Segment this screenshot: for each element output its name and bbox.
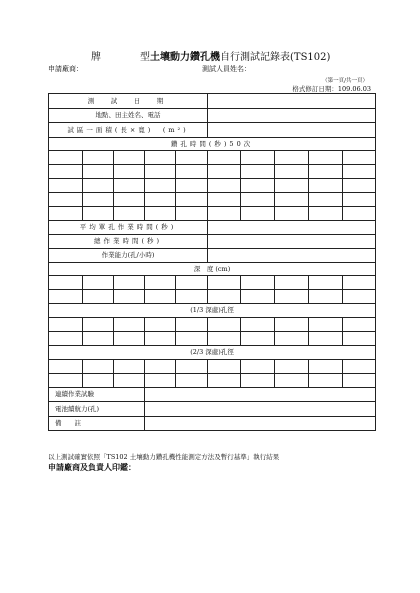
third-depth-row	[49, 318, 376, 332]
depth-row	[49, 290, 376, 304]
third-depth-cell[interactable]	[83, 331, 114, 345]
remarks-cell[interactable]	[145, 416, 376, 431]
two-third-depth-header: (2/3 深處)孔徑	[49, 345, 376, 359]
depth-cell[interactable]	[309, 276, 343, 290]
continuous-row	[49, 387, 376, 402]
drill-time-cell[interactable]	[176, 165, 208, 179]
compliance-note: 以上測試確實依照「TS102 土壤動力鑽孔機性能測定方法及暫行基準」執行結果	[48, 453, 280, 461]
drill-time-cell[interactable]	[145, 179, 176, 193]
drill-time-header-row	[49, 137, 376, 151]
continuous-cell[interactable]	[145, 387, 376, 402]
two-third-depth-cell[interactable]	[241, 359, 275, 373]
continuous-label: 連續作業試驗	[49, 387, 145, 402]
battery-row	[49, 402, 376, 417]
two-third-depth-row	[49, 373, 376, 387]
drill-time-cell[interactable]	[83, 206, 114, 220]
remarks-row	[49, 416, 376, 431]
drill-time-cell[interactable]	[145, 193, 176, 207]
two-third-depth-cell[interactable]	[114, 359, 145, 373]
depth-cell[interactable]	[208, 276, 241, 290]
drill-time-cell[interactable]	[49, 151, 83, 165]
two-third-depth-cell[interactable]	[309, 359, 343, 373]
depth-cell[interactable]	[275, 276, 309, 290]
tester-name-label: 測試人員姓名：	[202, 65, 251, 73]
title-prefix: 型	[140, 52, 150, 63]
third-depth-cell[interactable]	[83, 318, 114, 332]
drill-time-cell[interactable]	[208, 206, 241, 220]
drill-time-cell[interactable]	[208, 165, 241, 179]
drill-time-cell[interactable]	[114, 193, 145, 207]
test-date-row	[49, 94, 376, 109]
applicant-label: 申請廠商：	[48, 65, 83, 73]
test-date-cell[interactable]	[208, 94, 376, 109]
depth-cell[interactable]	[83, 290, 114, 304]
drill-time-cell[interactable]	[83, 165, 114, 179]
depth-cell[interactable]	[176, 290, 208, 304]
depth-header: 深 度 (cm)	[49, 262, 376, 276]
third-depth-cell[interactable]	[343, 318, 376, 332]
two-third-depth-cell[interactable]	[83, 359, 114, 373]
depth-cell[interactable]	[208, 290, 241, 304]
brand-label: 牌	[91, 52, 101, 63]
battery-cell[interactable]	[145, 402, 376, 417]
third-depth-cell[interactable]	[208, 331, 241, 345]
drill-time-cell[interactable]	[83, 151, 114, 165]
third-depth-cell[interactable]	[343, 331, 376, 345]
drill-time-cell[interactable]	[114, 206, 145, 220]
drill-time-cell[interactable]	[241, 193, 275, 207]
drill-time-cell[interactable]	[275, 151, 309, 165]
drill-time-cell[interactable]	[309, 165, 343, 179]
two-third-depth-cell[interactable]	[208, 373, 241, 387]
title-text	[140, 48, 330, 63]
page-info: （第一頁/共一頁）	[322, 78, 368, 84]
third-depth-header: (1/3 深處)孔徑	[49, 304, 376, 318]
location-row	[49, 108, 376, 123]
two-third-depth-cell[interactable]	[49, 373, 83, 387]
two-third-depth-cell[interactable]	[145, 359, 176, 373]
third-depth-header-row	[49, 304, 376, 318]
depth-cell[interactable]	[83, 276, 114, 290]
drill-time-cell[interactable]	[275, 206, 309, 220]
two-third-depth-cell[interactable]	[145, 373, 176, 387]
depth-cell[interactable]	[145, 290, 176, 304]
third-depth-cell[interactable]	[275, 331, 309, 345]
signature-label: 申請廠商及負責人印鑑：	[48, 462, 136, 472]
drill-time-cell[interactable]	[241, 151, 275, 165]
depth-cell[interactable]	[49, 276, 83, 290]
depth-cell[interactable]	[309, 290, 343, 304]
drill-time-row	[49, 165, 376, 179]
capacity-label: 作業能力(孔/小時)	[49, 248, 208, 262]
third-depth-cell[interactable]	[176, 318, 208, 332]
drill-time-cell[interactable]	[145, 165, 176, 179]
drill-time-cell[interactable]	[83, 179, 114, 193]
drill-time-cell[interactable]	[241, 179, 275, 193]
title-machine-name: 土壤動力鑽孔機	[150, 52, 220, 63]
two-third-depth-cell[interactable]	[343, 359, 376, 373]
test-date-label: 測 試 日 期	[49, 94, 208, 109]
drill-time-cell[interactable]	[309, 206, 343, 220]
third-depth-cell[interactable]	[49, 331, 83, 345]
depth-cell[interactable]	[241, 276, 275, 290]
drill-time-cell[interactable]	[176, 151, 208, 165]
drill-time-cell[interactable]	[241, 165, 275, 179]
drill-time-cell[interactable]	[343, 165, 376, 179]
drill-time-cell[interactable]	[145, 151, 176, 165]
title-suffix: 自行測試記錄表(TS102)	[220, 52, 331, 63]
two-third-depth-header-row	[49, 345, 376, 359]
two-third-depth-cell[interactable]	[114, 373, 145, 387]
depth-cell[interactable]	[145, 276, 176, 290]
drill-time-cell[interactable]	[83, 193, 114, 207]
third-depth-cell[interactable]	[275, 318, 309, 332]
drill-time-row	[49, 206, 376, 220]
drill-time-cell[interactable]	[114, 165, 145, 179]
drill-time-cell[interactable]	[49, 165, 83, 179]
third-depth-cell[interactable]	[176, 331, 208, 345]
drill-time-cell[interactable]	[275, 193, 309, 207]
drill-time-cell[interactable]	[176, 206, 208, 220]
drill-time-cell[interactable]	[343, 179, 376, 193]
drill-time-cell[interactable]	[114, 179, 145, 193]
total-time-cell[interactable]	[208, 234, 376, 248]
remarks-label: 備 註	[49, 416, 145, 431]
drill-time-cell[interactable]	[275, 165, 309, 179]
drill-time-cell[interactable]	[343, 206, 376, 220]
depth-row	[49, 276, 376, 290]
depth-cell[interactable]	[343, 276, 376, 290]
drill-time-cell[interactable]	[343, 151, 376, 165]
depth-cell[interactable]	[49, 290, 83, 304]
depth-cell[interactable]	[176, 276, 208, 290]
drill-time-header: 鑽孔時間(秒)50次	[49, 137, 376, 151]
two-third-depth-cell[interactable]	[176, 373, 208, 387]
third-depth-cell[interactable]	[241, 331, 275, 345]
depth-cell[interactable]	[275, 290, 309, 304]
drill-time-cell[interactable]	[208, 151, 241, 165]
location-cell[interactable]	[208, 108, 376, 123]
area-label: 試區一面積(長×寬) (m²)	[49, 123, 208, 138]
third-depth-row	[49, 331, 376, 345]
location-label: 地點、田主姓名、電話	[49, 108, 208, 123]
drill-time-cell[interactable]	[176, 179, 208, 193]
drill-time-cell[interactable]	[309, 151, 343, 165]
third-depth-cell[interactable]	[241, 318, 275, 332]
third-depth-cell[interactable]	[309, 318, 343, 332]
two-third-depth-cell[interactable]	[49, 359, 83, 373]
two-third-depth-cell[interactable]	[309, 373, 343, 387]
two-third-depth-cell[interactable]	[83, 373, 114, 387]
capacity-cell[interactable]	[208, 248, 376, 262]
two-third-depth-cell[interactable]	[343, 373, 376, 387]
format-revision-date: 格式修訂日期：109.06.03	[292, 85, 371, 93]
drill-time-row	[49, 151, 376, 165]
total-time-label: 總作業時間(秒)	[49, 234, 208, 248]
capacity-row	[49, 248, 376, 262]
third-depth-cell[interactable]	[145, 318, 176, 332]
drill-time-cell[interactable]	[49, 206, 83, 220]
two-third-depth-cell[interactable]	[241, 373, 275, 387]
area-cell[interactable]	[208, 123, 376, 138]
two-third-depth-cell[interactable]	[275, 373, 309, 387]
drill-time-cell[interactable]	[49, 179, 83, 193]
drill-time-cell[interactable]	[309, 193, 343, 207]
drill-time-cell[interactable]	[49, 193, 83, 207]
third-depth-cell[interactable]	[145, 331, 176, 345]
drill-time-cell[interactable]	[241, 206, 275, 220]
avg-time-label: 平均單孔作業時間(秒)	[49, 220, 208, 234]
depth-header-row	[49, 262, 376, 276]
depth-cell[interactable]	[114, 290, 145, 304]
test-record-table	[48, 93, 376, 431]
drill-time-cell[interactable]	[176, 193, 208, 207]
two-third-depth-cell[interactable]	[208, 359, 241, 373]
third-depth-cell[interactable]	[208, 318, 241, 332]
third-depth-cell[interactable]	[114, 318, 145, 332]
drill-time-cell[interactable]	[343, 193, 376, 207]
depth-cell[interactable]	[241, 290, 275, 304]
avg-time-cell[interactable]	[208, 220, 376, 234]
drill-time-row	[49, 179, 376, 193]
drill-time-row	[49, 193, 376, 207]
drill-time-cell[interactable]	[275, 179, 309, 193]
drill-time-cell[interactable]	[208, 193, 241, 207]
third-depth-cell[interactable]	[309, 331, 343, 345]
drill-time-cell[interactable]	[208, 179, 241, 193]
avg-time-row	[49, 220, 376, 234]
two-third-depth-row	[49, 359, 376, 373]
drill-time-cell[interactable]	[114, 151, 145, 165]
two-third-depth-cell[interactable]	[176, 359, 208, 373]
total-time-row	[49, 234, 376, 248]
depth-cell[interactable]	[114, 276, 145, 290]
area-row	[49, 123, 376, 138]
drill-time-cell[interactable]	[145, 206, 176, 220]
two-third-depth-cell[interactable]	[275, 359, 309, 373]
depth-cell[interactable]	[343, 290, 376, 304]
battery-label: 電池續航力(孔)	[49, 402, 145, 417]
third-depth-cell[interactable]	[49, 318, 83, 332]
drill-time-cell[interactable]	[309, 179, 343, 193]
third-depth-cell[interactable]	[114, 331, 145, 345]
